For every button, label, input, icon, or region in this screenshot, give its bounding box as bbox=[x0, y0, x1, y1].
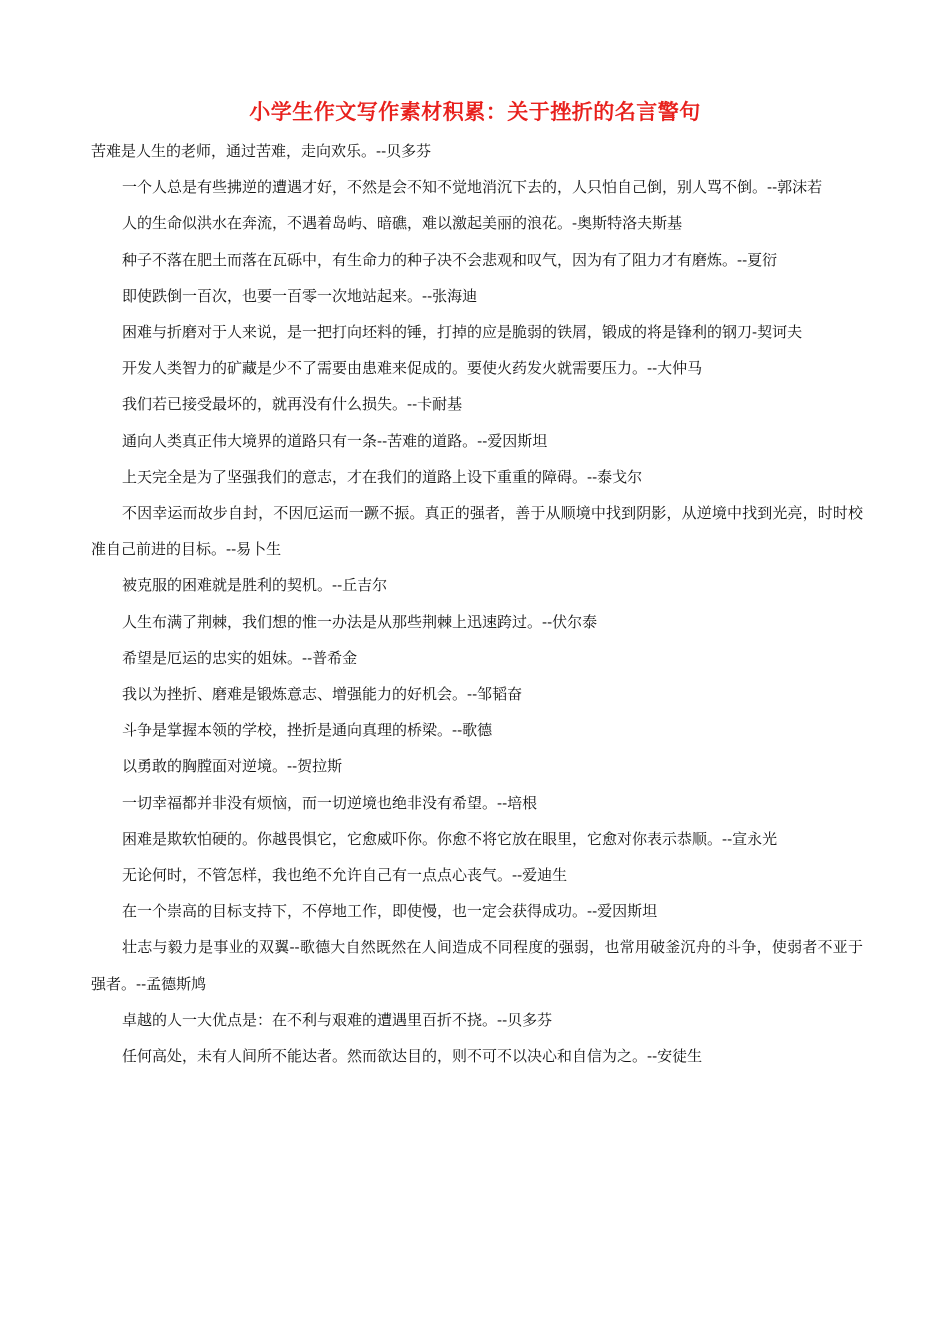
quote-paragraph: 在一个崇高的目标支持下，不停地工作，即使慢，也一定会获得成功。--爱因斯坦 bbox=[122, 902, 658, 921]
quote-paragraph: 种子不落在肥土而落在瓦砾中，有生命力的种子决不会悲观和叹气，因为有了阻力才有磨炼。--夏衍 bbox=[122, 250, 778, 269]
quote-paragraph: 卓越的人一大优点是：在不利与艰难的遭遇里百折不挠。--贝多芬 bbox=[122, 1010, 553, 1029]
quote-paragraph: 即使跌倒一百次，也要一百零一次地站起来。--张海迪 bbox=[122, 286, 478, 305]
quote-paragraph: 我以为挫折、磨难是锻炼意志、增强能力的好机会。--邹韬奋 bbox=[122, 685, 523, 704]
quote-paragraph: 被克服的困难就是胜利的契机。--丘吉尔 bbox=[122, 576, 388, 595]
quote-paragraph: 以勇敢的胸膛面对逆境。--贺拉斯 bbox=[122, 757, 343, 776]
quote-paragraph: 一切幸福都并非没有烦恼，而一切逆境也绝非没有希望。--培根 bbox=[122, 793, 538, 812]
quote-paragraph: 人的生命似洪水在奔流，不遇着岛屿、暗礁，难以激起美丽的浪花。-奥斯特洛夫斯基 bbox=[122, 214, 683, 233]
quote-paragraph: 困难是欺软怕硬的。你越畏惧它，它愈威吓你。你愈不将它放在眼里，它愈对你表示恭顺。--宣永光 bbox=[122, 829, 778, 848]
quote-paragraph: 不因幸运而故步自封，不因厄运而一蹶不振。真正的强者，善于从顺境中找到阴影，从逆境中找到光亮，时时校准自己前进的目标。--易卜生 bbox=[91, 504, 863, 559]
quote-list bbox=[91, 133, 863, 1074]
quote-paragraph: 上天完全是为了坚强我们的意志，才在我们的道路上设下重重的障碍。--泰戈尔 bbox=[122, 467, 643, 486]
quote-paragraph: 希望是厄运的忠实的姐妹。--普希金 bbox=[122, 648, 358, 667]
quote-paragraph: 困难与折磨对于人来说，是一把打向坯料的锤，打掉的应是脆弱的铁屑，锻成的将是锋利的钢刀-契诃夫 bbox=[122, 323, 803, 342]
quote-paragraph: 通向人类真正伟大境界的道路只有一条--苦难的道路。--爱因斯坦 bbox=[122, 431, 548, 450]
document-title: 小学生作文写作素材积累：关于挫折的名言警句 bbox=[249, 99, 701, 124]
quote-paragraph: 苦难是人生的老师，通过苦难，走向欢乐。--贝多芬 bbox=[91, 142, 432, 160]
quote-paragraph: 无论何时，不管怎样，我也绝不允许自己有一点点心丧气。--爱迪生 bbox=[122, 866, 568, 885]
quote-paragraph: 壮志与毅力是事业的双翼--歌德大自然既然在人间造成不同程度的强弱，也常用破釜沉舟的斗争，使弱者不亚于强者。--孟德斯鸠 bbox=[91, 938, 863, 993]
quote-paragraph: 人生布满了荆棘，我们想的惟一办法是从那些荆棘上迅速跨过。--伏尔泰 bbox=[122, 612, 598, 631]
quote-paragraph: 我们若已接受最坏的，就再没有什么损失。--卡耐基 bbox=[122, 395, 463, 414]
quote-paragraph: 斗争是掌握本领的学校，挫折是通向真理的桥梁。--歌德 bbox=[122, 721, 493, 740]
quote-paragraph: 一个人总是有些拂逆的遭遇才好，不然是会不知不觉地消沉下去的，人只怕自己倒，别人骂不倒。--郭沫若 bbox=[122, 178, 823, 197]
quote-paragraph: 开发人类智力的矿藏是少不了需要由患难来促成的。要使火药发火就需要压力。--大仲马 bbox=[122, 359, 703, 378]
quote-paragraph: 任何高处，未有人间所不能达者。然而欲达目的，则不可不以决心和自信为之。--安徒生 bbox=[122, 1047, 703, 1066]
